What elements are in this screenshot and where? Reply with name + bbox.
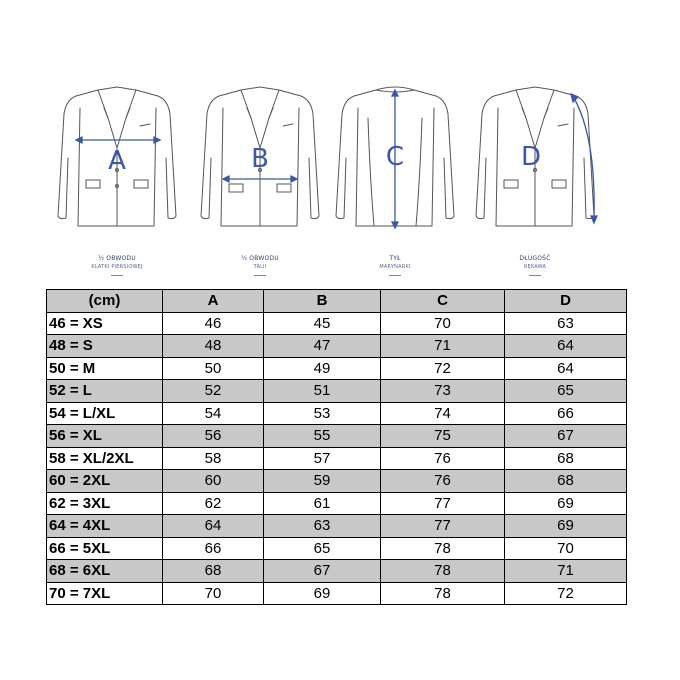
size-label-cell: 66 = 5XL bbox=[47, 537, 163, 560]
measurement-cell: 63 bbox=[505, 312, 627, 335]
measurement-cell: 54 bbox=[163, 402, 264, 425]
header-unit: (cm) bbox=[47, 290, 163, 313]
measurement-illustrations bbox=[40, 78, 640, 288]
measurement-cell: 58 bbox=[163, 447, 264, 470]
measurement-cell: 47 bbox=[264, 335, 381, 358]
measurement-cell: 51 bbox=[264, 380, 381, 403]
caption-back-line1: TYŁ bbox=[389, 255, 401, 262]
measurement-cell: 68 bbox=[505, 447, 627, 470]
measurement-cell: 50 bbox=[163, 357, 264, 380]
caption-divider bbox=[389, 275, 401, 276]
measurement-cell: 62 bbox=[163, 492, 264, 515]
measurement-cell: 74 bbox=[381, 402, 505, 425]
size-label-cell: 60 = 2XL bbox=[47, 470, 163, 493]
measure-letter-c: C bbox=[385, 142, 405, 172]
measurement-cell: 55 bbox=[264, 425, 381, 448]
measurement-cell: 68 bbox=[163, 560, 264, 583]
table-row bbox=[47, 470, 627, 493]
table-row bbox=[47, 447, 627, 470]
measurement-cell: 59 bbox=[264, 470, 381, 493]
caption-sleeve-line1: DŁUGOŚĆ bbox=[519, 255, 551, 262]
table-row bbox=[47, 335, 627, 358]
figure-sleeve bbox=[470, 78, 600, 288]
measurement-cell: 66 bbox=[163, 537, 264, 560]
caption-waist-line2: TALII bbox=[253, 264, 267, 270]
caption-chest-line2: KLATKI PIERSIOWEJ bbox=[91, 264, 143, 270]
caption-divider bbox=[111, 275, 123, 276]
measurement-cell: 65 bbox=[264, 537, 381, 560]
measurement-cell: 76 bbox=[381, 447, 505, 470]
size-label-cell: 50 = M bbox=[47, 357, 163, 380]
size-chart-table bbox=[46, 289, 627, 605]
size-label-cell: 68 = 6XL bbox=[47, 560, 163, 583]
measurement-cell: 48 bbox=[163, 335, 264, 358]
measurement-cell: 71 bbox=[381, 335, 505, 358]
header-d: D bbox=[505, 290, 627, 313]
size-label-cell: 56 = XL bbox=[47, 425, 163, 448]
figure-waist bbox=[195, 78, 325, 288]
measurement-cell: 69 bbox=[505, 515, 627, 538]
size-label-cell: 70 = 7XL bbox=[47, 582, 163, 605]
size-label-cell: 48 = S bbox=[47, 335, 163, 358]
caption-divider bbox=[254, 275, 266, 276]
table-row bbox=[47, 492, 627, 515]
size-label-cell: 46 = XS bbox=[47, 312, 163, 335]
size-label-cell: 54 = L/XL bbox=[47, 402, 163, 425]
table-row bbox=[47, 515, 627, 538]
caption-chest-line1: ½ OBWODU bbox=[98, 255, 136, 262]
measurement-cell: 77 bbox=[381, 515, 505, 538]
size-label-cell: 62 = 3XL bbox=[47, 492, 163, 515]
header-a: A bbox=[163, 290, 264, 313]
measurement-cell: 56 bbox=[163, 425, 264, 448]
table-row bbox=[47, 380, 627, 403]
measurement-cell: 70 bbox=[381, 312, 505, 335]
measurement-cell: 70 bbox=[505, 537, 627, 560]
caption-sleeve-line2: RĘKAWA bbox=[523, 264, 547, 270]
measurement-cell: 65 bbox=[505, 380, 627, 403]
measurement-cell: 77 bbox=[381, 492, 505, 515]
table-row bbox=[47, 560, 627, 583]
measurement-cell: 67 bbox=[505, 425, 627, 448]
caption-back-line2: MARYNARKI bbox=[379, 264, 411, 270]
measurement-cell: 78 bbox=[381, 537, 505, 560]
size-label-cell: 58 = XL/2XL bbox=[47, 447, 163, 470]
size-label-cell: 64 = 4XL bbox=[47, 515, 163, 538]
measurement-cell: 68 bbox=[505, 470, 627, 493]
measurement-cell: 69 bbox=[264, 582, 381, 605]
measurement-cell: 57 bbox=[264, 447, 381, 470]
table-row bbox=[47, 582, 627, 605]
measurement-cell: 66 bbox=[505, 402, 627, 425]
measurement-cell: 72 bbox=[505, 582, 627, 605]
measurement-cell: 71 bbox=[505, 560, 627, 583]
measure-letter-a: A bbox=[108, 146, 126, 176]
measurement-cell: 64 bbox=[505, 357, 627, 380]
table-row bbox=[47, 402, 627, 425]
table-row bbox=[47, 425, 627, 448]
figure-chest bbox=[52, 78, 182, 288]
size-label-cell: 52 = L bbox=[47, 380, 163, 403]
measurement-cell: 78 bbox=[381, 560, 505, 583]
header-c: C bbox=[381, 290, 505, 313]
measurement-cell: 64 bbox=[163, 515, 264, 538]
measurement-cell: 78 bbox=[381, 582, 505, 605]
caption-waist-line1: ½ OBWODU bbox=[241, 255, 279, 262]
measurement-cell: 72 bbox=[381, 357, 505, 380]
measurement-cell: 73 bbox=[381, 380, 505, 403]
table-row bbox=[47, 537, 627, 560]
measurement-cell: 52 bbox=[163, 380, 264, 403]
measurement-cell: 70 bbox=[163, 582, 264, 605]
measurement-cell: 49 bbox=[264, 357, 381, 380]
measure-letter-b: B bbox=[251, 144, 269, 174]
table-row bbox=[47, 357, 627, 380]
measurement-cell: 60 bbox=[163, 470, 264, 493]
measurement-cell: 75 bbox=[381, 425, 505, 448]
table-row bbox=[47, 312, 627, 335]
measurement-cell: 63 bbox=[264, 515, 381, 538]
measurement-cell: 45 bbox=[264, 312, 381, 335]
caption-divider bbox=[529, 275, 541, 276]
measurement-cell: 61 bbox=[264, 492, 381, 515]
measurement-cell: 46 bbox=[163, 312, 264, 335]
figure-back bbox=[330, 78, 460, 288]
measurement-cell: 69 bbox=[505, 492, 627, 515]
measurement-cell: 67 bbox=[264, 560, 381, 583]
header-b: B bbox=[264, 290, 381, 313]
size-rows bbox=[47, 312, 627, 605]
measure-letter-d: D bbox=[520, 142, 542, 172]
measurement-cell: 76 bbox=[381, 470, 505, 493]
table-header-row bbox=[47, 290, 627, 313]
measurement-cell: 64 bbox=[505, 335, 627, 358]
measurement-cell: 53 bbox=[264, 402, 381, 425]
